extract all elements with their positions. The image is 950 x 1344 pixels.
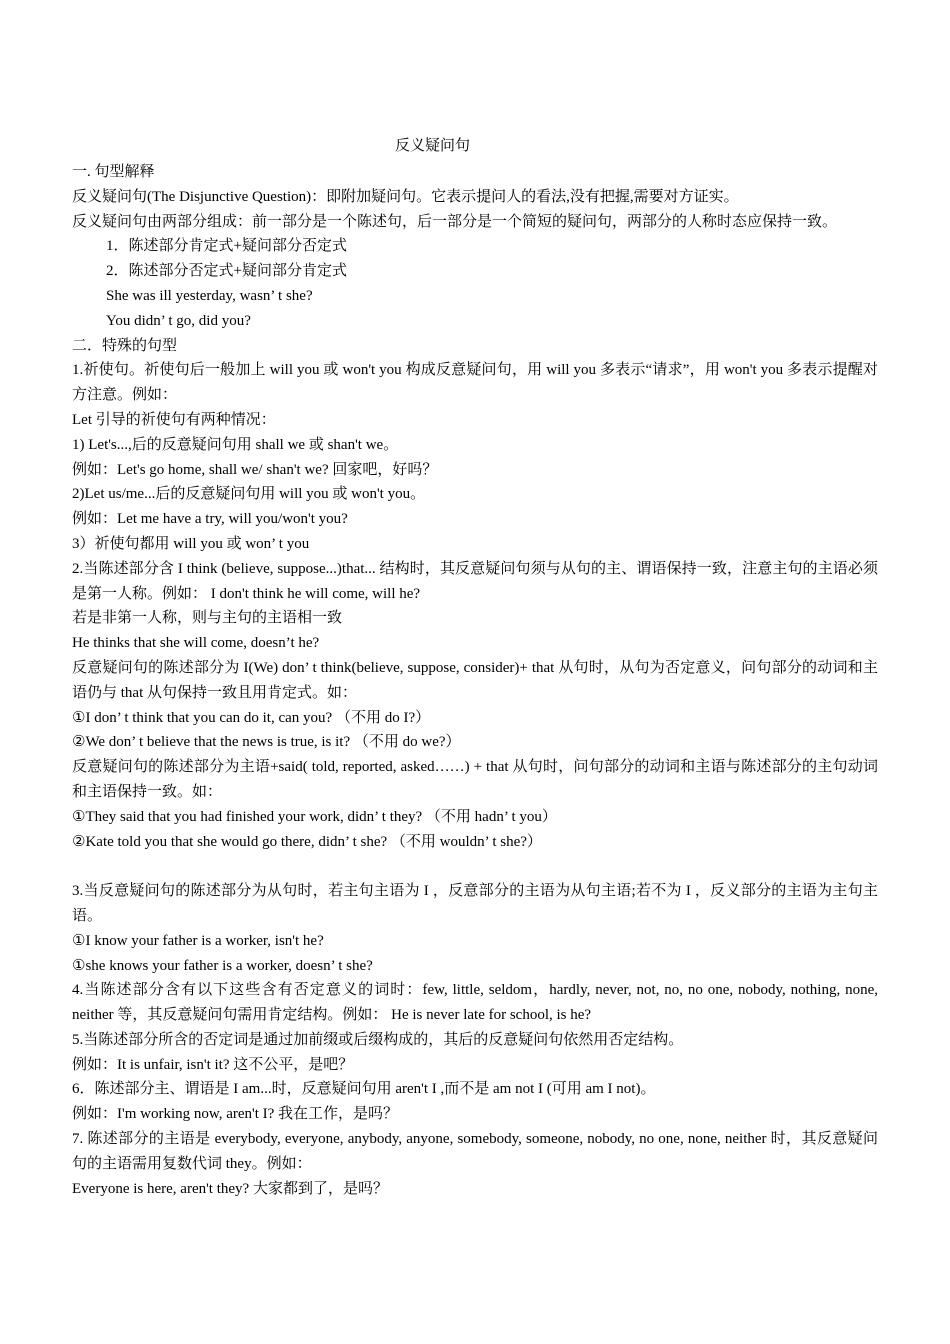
paragraph: 1.祈使句。祈使句后一般加上 will you 或 won't you 构成反意疑问句，用 will you 多表示“请求”，用 won't you 多表示提醒对方注意。例如： bbox=[72, 362, 878, 404]
paragraph: 7. 陈述部分的主语是 everybody, everyone, anybody, anyone, somebody, someone, nobody, no one, none, neither 时，其反意疑问句的主语需用复数代词 they。例如： bbox=[72, 1131, 878, 1172]
paragraph: 反义疑问句(The Disjunctive Question)：即附加疑问句。它表示提问人的看法,没有把握,需要对方证实。 bbox=[72, 188, 739, 205]
example-sentence: Everyone is here, aren't they? 大家都到了，是吗？ bbox=[72, 1180, 388, 1197]
paragraph: 5.当陈述部分所含的否定词是通过加前缀或后缀构成的，其后的反意疑问句依然用否定结构。 bbox=[72, 1031, 684, 1048]
paragraph: 反意疑问句的陈述部分为 I(We) don’ t think(believe, suppose, consider)+ that 从句时，从句为否定意义，问句部分的动词和主语仍与 that 从句保持一致且用肯定式。如： bbox=[72, 659, 878, 701]
paragraph: 2.当陈述部分含 I think (believe, suppose...)that... 结构时，其反意疑问句须与从句的主、谓语保持一致，注意主句的主语必须是第一人称。例如： I don't think he will come, will he? bbox=[72, 560, 878, 602]
example-sentence: ②Kate told you that she would go there, didn’ t she? （不用 wouldn’ t she?） bbox=[72, 833, 542, 850]
blank-line bbox=[72, 854, 878, 879]
example-sentence: ②We don’ t believe that the news is true, is it? （不用 do we?） bbox=[72, 734, 461, 751]
example-sentence: 例如：I'm working now, aren't I? 我在工作，是吗？ bbox=[72, 1106, 399, 1123]
list-item: 2．陈述部分否定式+疑问部分肯定式 bbox=[106, 263, 347, 280]
section-heading-1: 一. 句型解释 bbox=[72, 164, 155, 180]
example-sentence: ①she knows your father is a worker, doesn’ t she? bbox=[72, 957, 373, 974]
example-sentence: She was ill yesterday, wasn’ t she? bbox=[106, 287, 313, 304]
paragraph: 反义疑问句由两部分组成：前一部分是一个陈述句，后一部分是一个简短的疑问句，两部分的人称时态应保持一致。 bbox=[72, 213, 838, 230]
document-title: 反义疑问句 bbox=[394, 138, 470, 154]
paragraph: 3.当反意疑问句的陈述部分为从句时，若主句主语为 I ，反意部分的主语为从句主语;若不为 I ，反义部分的主语为主句主语。 bbox=[72, 883, 878, 924]
example-sentence: You didn’ t go, did you? bbox=[106, 312, 251, 329]
example-sentence: ①I don’ t think that you can do it, can you? （不用 do I?） bbox=[72, 709, 431, 726]
list-item: 1．陈述部分肯定式+疑问部分否定式 bbox=[106, 238, 347, 255]
paragraph: 2)Let us/me...后的反意疑问句用 will you 或 won't you。 bbox=[72, 486, 426, 503]
example-sentence: 例如：Let me have a try, will you/won't you? bbox=[72, 511, 348, 528]
paragraph: 1) Let's...,后的反意疑问句用 shall we 或 shan't we。 bbox=[72, 436, 399, 453]
example-sentence: 例如：Let's go home, shall we/ shan't we? 回家吧，好吗？ bbox=[72, 461, 438, 478]
paragraph: Let 引导的祈使句有两种情况： bbox=[72, 411, 276, 428]
paragraph: 3）祈使句都用 will you 或 won’ t you bbox=[72, 535, 310, 552]
paragraph: 4.当陈述部分含有以下这些含有否定意义的词时：few, little, seldom，hardly, never, not, no, no one, nobody, nothing, none, neither 等，其反意疑问句需用肯定结构。例如： He is never late for school, is he? bbox=[72, 982, 878, 1024]
paragraph: 若是非第一人称，则与主句的主语相一致 bbox=[72, 610, 343, 627]
section-heading-2: 二．特殊的句型 bbox=[72, 337, 178, 354]
paragraph: 6．陈述部分主、谓语是 I am...时，反意疑问句用 aren't I ,而不是 am not I (可用 am I not)。 bbox=[72, 1081, 656, 1098]
example-sentence: ①They said that you had finished your work, didn’ t they? （不用 hadn’ t you） bbox=[72, 808, 557, 825]
paragraph: 反意疑问句的陈述部分为主语+said( told, reported, asked……) + that 从句时，问句部分的动词和主语与陈述部分的主句动词和主语保持一致。如： bbox=[72, 759, 878, 800]
example-sentence: ①I know your father is a worker, isn't he? bbox=[72, 932, 324, 949]
example-sentence: He thinks that she will come, doesn’t he? bbox=[72, 635, 320, 652]
example-sentence: 例如：It is unfair, isn't it? 这不公平，是吧？ bbox=[72, 1056, 354, 1073]
document-body bbox=[72, 160, 878, 1201]
